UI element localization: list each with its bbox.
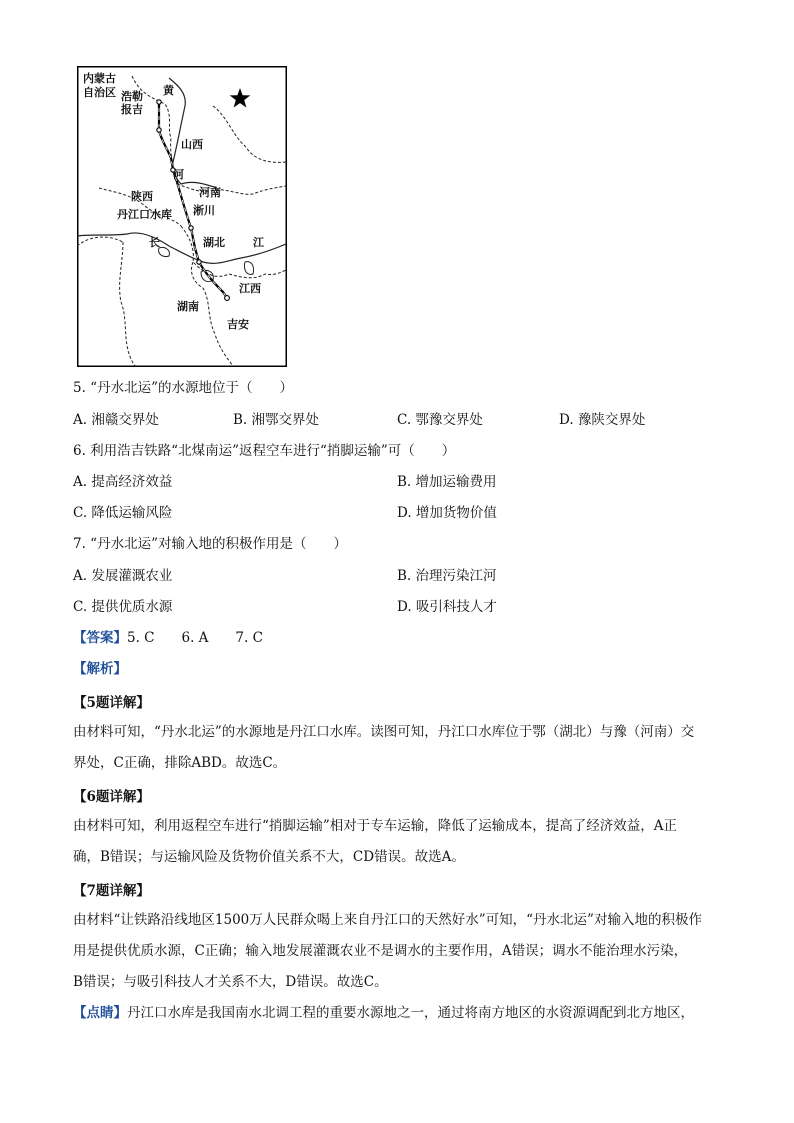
tip-line [73, 1004, 694, 1022]
q5-option-a: A. 湘赣交界处 [73, 412, 159, 428]
label-inner-mongolia-1: 内蒙古 [83, 72, 116, 85]
label-xichuan: 淅川 [193, 204, 215, 217]
q5-option-c: C. 鄂豫交界处 [397, 412, 483, 428]
map-figure [77, 66, 287, 367]
q6-option-d: D. 增加货物价值 [397, 505, 497, 521]
label-henan: 河南 [199, 186, 221, 199]
label-haolebaoji-1: 浩勒 [121, 90, 143, 103]
section-6-line-2: 确，B错误；与运输风险及货物价值关系不大，CD错误。故选A。 [73, 849, 465, 865]
label-danjiangkou: 丹江口水库 [117, 208, 172, 221]
label-jiangxi: 江西 [239, 282, 261, 295]
section-7-line-3: B错误；与吸引科技人才关系不大，D错误。故选C。 [73, 974, 388, 990]
label-shanxi: 山西 [181, 138, 203, 151]
label-jiang: 江 [253, 236, 264, 249]
q7-option-a: A. 发展灌溉农业 [73, 568, 173, 584]
answer-line [73, 629, 263, 647]
tip-label: 【点睛】 [73, 1005, 127, 1021]
label-he: 河 [173, 168, 184, 181]
q7-option-d: D. 吸引科技人才 [397, 599, 497, 615]
map-frame [78, 67, 287, 367]
label-hunan: 湖南 [177, 300, 199, 313]
section-7-line-1: 由材料“让铁路沿线地区1500万人民群众喝上来自丹江口的天然好水”可知，“丹水北运”对输入地的积极作 [73, 912, 702, 928]
analysis-label: 【解析】 [73, 661, 127, 677]
section-5-line-1: 由材料可知，“丹水北运”的水源地是丹江口水库。读图可知，丹江口水库位于鄂（湖北）与豫（河南）交 [73, 724, 695, 740]
answer-label: 【答案】 [73, 630, 127, 646]
label-inner-mongolia-2: 自治区 [83, 86, 116, 99]
q5-option-b: B. 湘鄂交界处 [233, 412, 320, 428]
section-5-line-2: 界处，C正确，排除ABD。故选C。 [73, 755, 287, 771]
label-haolebaoji-2: 报吉 [121, 103, 143, 116]
question-5-stem: 5. “丹水北运”的水源地位于（ ） [73, 380, 293, 396]
question-7-stem: 7. “丹水北运”对输入地的积极作用是（ ） [73, 536, 347, 552]
q6-option-a: A. 提高经济效益 [73, 474, 173, 490]
section-5-title: 【5题详解】 [73, 695, 150, 711]
q7-option-c: C. 提供优质水源 [73, 599, 173, 615]
q5-option-d: D. 豫陕交界处 [559, 412, 646, 428]
section-6-title: 【6题详解】 [73, 789, 150, 805]
section-7-title: 【7题详解】 [73, 883, 150, 899]
label-jian: 吉安 [227, 318, 249, 331]
tip-text: 丹江口水库是我国南水北调工程的重要水源地之一，通过将南方地区的水资源调配到北方地区， [127, 1005, 694, 1021]
label-hubei: 湖北 [203, 236, 225, 249]
q7-option-b: B. 治理污染江河 [397, 568, 497, 584]
railway-map [77, 66, 287, 367]
q6-option-b: B. 增加运输费用 [397, 474, 497, 490]
label-shaanxi: 陕西 [131, 190, 153, 203]
q6-option-c: C. 降低运输风险 [73, 505, 173, 521]
label-chang: 长 [149, 236, 160, 249]
section-7-line-2: 用是提供优质水源，C正确；输入地发展灌溉农业不是调水的主要作用，A错误；调水不能治理水污染， [73, 943, 688, 959]
label-huang: 黄 [163, 84, 174, 97]
answer-text: 5. C 6. A 7. C [127, 630, 263, 646]
section-6-line-1: 由材料可知，利用返程空车进行“捎脚运输”相对于专车运输，降低了运输成本，提高了经济效益，A正 [73, 818, 678, 834]
question-6-stem: 6. 利用浩吉铁路“北煤南运”返程空车进行“捎脚运输”可（ ） [73, 443, 456, 459]
